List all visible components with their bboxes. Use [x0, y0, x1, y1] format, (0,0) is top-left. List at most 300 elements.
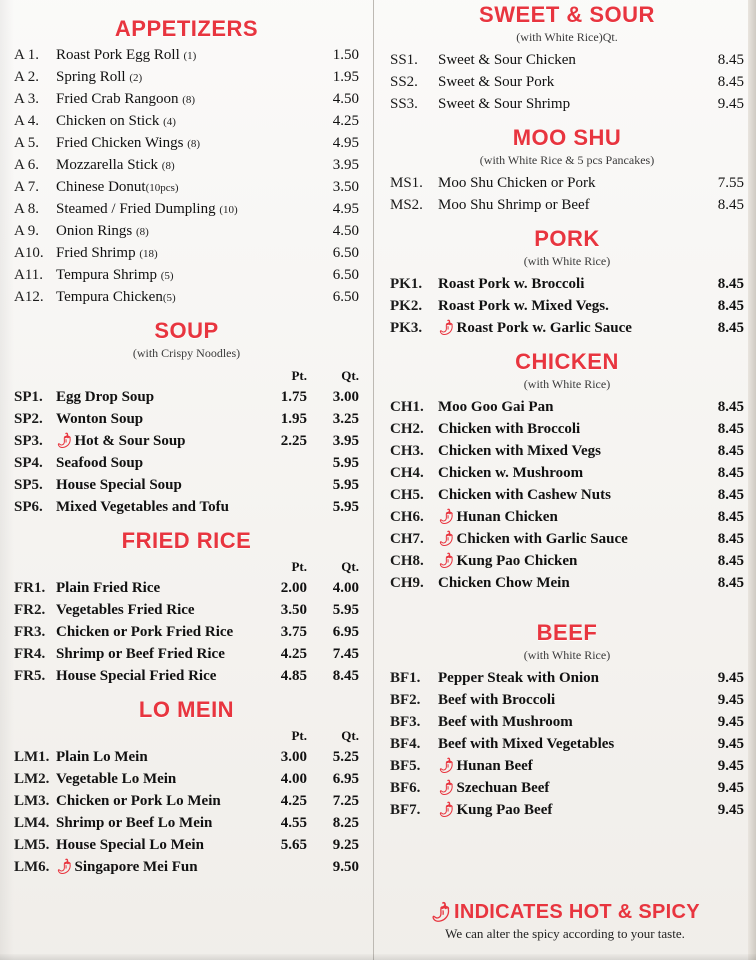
item-name: Chicken with Broccoli — [438, 420, 581, 437]
table-row — [390, 799, 744, 821]
appetizers-table — [14, 44, 359, 308]
item-code: BF7. — [390, 801, 421, 818]
item-price: 9.45 — [717, 757, 744, 774]
item-label: Chinese Donut — [56, 178, 146, 195]
item-name: Beef with Broccoli — [438, 691, 556, 708]
item-price-pt: 2.25 — [280, 432, 307, 449]
item-price-qt: 5.25 — [332, 748, 359, 765]
item-price-qt: 9.25 — [332, 836, 359, 853]
item-price: 8.45 — [717, 442, 744, 459]
item-name: House Special Soup — [56, 476, 182, 493]
item-code: FR3. — [14, 623, 46, 640]
item-price-pt: 4.85 — [280, 667, 307, 684]
item-code: A 3. — [14, 90, 40, 107]
item-price: 8.45 — [717, 420, 744, 437]
item-name: Chicken Chow Mein — [438, 574, 570, 591]
item-code: A 2. — [14, 68, 40, 85]
table-row — [390, 71, 744, 93]
table-row — [390, 273, 744, 295]
item-price: 1.50 — [332, 46, 359, 63]
section-title-chicken: CHICKEN — [515, 349, 619, 374]
item-name: Roast Pork w. Broccoli — [438, 275, 585, 292]
chili-pepper-icon: 🌶 — [435, 799, 457, 819]
item-code: CH1. — [390, 398, 424, 415]
item-price-pt — [255, 452, 307, 474]
item-price-qt: 5.95 — [332, 476, 359, 493]
column-header-qt: Qt. — [341, 558, 359, 574]
item-code: PK3. — [390, 319, 423, 336]
item-price: 6.50 — [332, 244, 359, 261]
item-label: Spring Roll — [56, 68, 126, 85]
item-name — [56, 88, 307, 110]
item-price-qt: 6.95 — [332, 770, 359, 787]
right-column — [374, 0, 756, 821]
item-price: 9.45 — [717, 669, 744, 686]
item-code: BF6. — [390, 779, 421, 796]
table-header-row — [14, 556, 359, 577]
item-qty: (10pcs) — [145, 181, 179, 194]
table-row — [14, 408, 359, 430]
table-row — [14, 430, 359, 452]
table-header-row — [14, 725, 359, 746]
item-name: Egg Drop Soup — [56, 388, 155, 405]
spicy-legend — [374, 901, 756, 942]
item-code: SP6. — [14, 498, 43, 515]
item-qty: (5) — [160, 269, 174, 282]
item-code: LM6. — [14, 858, 50, 875]
soup-table — [14, 365, 359, 518]
item-price: 9.45 — [717, 779, 744, 796]
item-price-pt: 3.50 — [280, 601, 307, 618]
item-price-qt: 5.95 — [332, 454, 359, 471]
spicy-legend-title — [374, 901, 756, 924]
item-name: Sweet & Sour Chicken — [438, 51, 576, 68]
item-name: Beef with Mushroom — [438, 713, 573, 730]
item-name — [56, 286, 307, 308]
item-name: Sweet & Sour Pork — [438, 73, 555, 90]
section-title-lo-mein: LO MEIN — [138, 697, 235, 722]
item-price-pt — [255, 496, 307, 518]
item-label: Tempura Chicken — [56, 288, 163, 305]
table-row — [390, 755, 744, 777]
item-name: Shrimp or Beef Fried Rice — [56, 645, 225, 662]
item-label: Fried Chicken Wings — [56, 134, 184, 151]
item-qty: (8) — [136, 225, 149, 238]
item-price: 8.45 — [717, 552, 744, 569]
item-label: Kung Pao Chicken — [456, 552, 578, 569]
item-price-qt: 3.95 — [332, 432, 359, 449]
item-name: Vegetable Lo Mein — [56, 770, 177, 787]
table-row — [390, 550, 744, 572]
item-label: Steamed / Fried Dumpling — [56, 200, 216, 217]
beef-table — [390, 667, 744, 821]
spicy-legend-note: We can alter the spicy according to your taste. — [445, 926, 685, 941]
item-code: A 4. — [14, 112, 40, 129]
item-name: Shrimp or Beef Lo Mein — [56, 814, 213, 831]
item-code: FR1. — [14, 579, 46, 596]
item-price-qt: 5.95 — [332, 601, 359, 618]
item-qty: (8) — [161, 159, 175, 172]
item-code: BF3. — [390, 713, 421, 730]
item-price: 6.50 — [332, 266, 359, 283]
item-price-qt: 5.95 — [332, 498, 359, 515]
section-title-fried-rice: FRIED RICE — [121, 528, 252, 553]
section-subtitle-soup: (with Crispy Noodles) — [132, 346, 241, 360]
item-name: Chicken w. Mushroom — [438, 464, 584, 481]
item-name — [435, 317, 692, 339]
page-bottom-edge — [0, 954, 756, 960]
item-name — [56, 264, 307, 286]
section-title-moo-shu: MOO SHU — [512, 125, 622, 150]
item-price-pt: 1.95 — [280, 410, 307, 427]
item-code: LM1. — [14, 748, 50, 765]
item-code: SP4. — [14, 454, 43, 471]
item-name: Moo Shu Shrimp or Beef — [438, 196, 590, 213]
section-subtitle-beef: (with White Rice) — [523, 648, 611, 662]
item-price: 4.50 — [332, 90, 359, 107]
table-row — [390, 462, 744, 484]
spacer — [14, 725, 56, 746]
item-code: SS3. — [390, 95, 418, 112]
table-row — [14, 110, 359, 132]
item-code: SP5. — [14, 476, 43, 493]
column-header-pt: Pt. — [291, 367, 307, 383]
spacer — [14, 556, 56, 577]
item-price: 8.45 — [717, 275, 744, 292]
item-price: 4.50 — [332, 222, 359, 239]
chili-pepper-icon: 🌶 — [53, 856, 75, 876]
moo-shu-table — [390, 172, 744, 216]
item-label: Kung Pao Beef — [456, 801, 553, 818]
table-row — [390, 396, 744, 418]
chili-pepper-icon: 🌶 — [53, 430, 75, 450]
table-row — [14, 856, 359, 878]
item-price-pt — [255, 856, 307, 878]
item-price: 8.45 — [717, 530, 744, 547]
table-row — [390, 295, 744, 317]
item-qty: (5) — [162, 291, 176, 304]
column-header-pt: Pt. — [291, 558, 307, 574]
item-label: Szechuan Beef — [456, 779, 550, 796]
item-name: Wonton Soup — [56, 410, 144, 427]
item-price-pt: 4.55 — [280, 814, 307, 831]
item-name — [56, 154, 307, 176]
table-row — [14, 286, 359, 308]
section-subtitle-chicken: (with White Rice) — [523, 377, 611, 391]
item-qty: (10) — [219, 203, 238, 216]
item-label: Fried Crab Rangoon — [56, 90, 179, 107]
item-code: BF1. — [390, 669, 421, 686]
item-name — [56, 176, 307, 198]
table-row — [14, 88, 359, 110]
item-code: BF5. — [390, 757, 421, 774]
item-price-qt: 9.50 — [332, 858, 359, 875]
item-code: CH8. — [390, 552, 424, 569]
item-code: CH5. — [390, 486, 424, 503]
item-qty: (18) — [139, 247, 158, 260]
item-code: FR2. — [14, 601, 46, 618]
section-title-soup: SOUP — [154, 318, 219, 343]
table-row — [14, 812, 359, 834]
item-name: Pepper Steak with Onion — [438, 669, 599, 686]
item-code: BF2. — [390, 691, 421, 708]
item-name: Chicken or Pork Lo Mein — [56, 792, 221, 809]
item-code: PK2. — [390, 297, 423, 314]
item-qty: (8) — [182, 93, 196, 106]
item-price-qt: 4.00 — [332, 579, 359, 596]
item-price: 9.45 — [717, 801, 744, 818]
item-price: 4.95 — [332, 134, 359, 151]
item-qty: (2) — [129, 71, 143, 84]
table-row — [390, 572, 744, 594]
section-title-beef: BEEF — [536, 620, 598, 645]
item-code: FR4. — [14, 645, 46, 662]
table-row — [14, 220, 359, 242]
item-price-qt: 8.45 — [332, 667, 359, 684]
item-price-pt: 4.00 — [280, 770, 307, 787]
item-name: Sweet & Sour Shrimp — [438, 95, 571, 112]
item-code: SP2. — [14, 410, 43, 427]
table-row — [390, 777, 744, 799]
item-code: A 8. — [14, 200, 40, 217]
item-code: SS1. — [390, 51, 418, 68]
item-code: LM5. — [14, 836, 50, 853]
item-qty: (1) — [183, 49, 197, 62]
table-row — [14, 496, 359, 518]
item-code: CH2. — [390, 420, 424, 437]
table-row — [14, 132, 359, 154]
table-header-row — [14, 365, 359, 386]
item-label: Mozzarella Stick — [56, 156, 159, 173]
item-code: A 9. — [14, 222, 40, 239]
table-row — [14, 242, 359, 264]
item-price: 8.45 — [717, 196, 744, 213]
section-title-sweet-sour: SWEET & SOUR — [479, 2, 655, 27]
column-header-qt: Qt. — [341, 727, 359, 743]
item-price: 8.45 — [717, 51, 744, 68]
item-price: 8.45 — [717, 398, 744, 415]
item-code: CH3. — [390, 442, 424, 459]
item-code: FR5. — [14, 667, 46, 684]
item-price: 9.45 — [717, 691, 744, 708]
table-row — [14, 599, 359, 621]
item-name: Chicken or Pork Fried Rice — [56, 623, 234, 640]
table-row — [14, 198, 359, 220]
item-code: A 1. — [14, 46, 40, 63]
item-price: 8.45 — [717, 574, 744, 591]
item-price-qt: 3.00 — [332, 388, 359, 405]
item-label: Hunan Chicken — [456, 508, 558, 525]
item-label: Chicken with Garlic Sauce — [456, 530, 628, 547]
item-label: Fried Shrimp — [56, 244, 136, 261]
item-name: Plain Fried Rice — [56, 579, 161, 596]
table-row — [14, 154, 359, 176]
item-price-pt: 3.75 — [280, 623, 307, 640]
item-name — [56, 66, 307, 88]
chicken-table — [390, 396, 744, 594]
item-code: BF4. — [390, 735, 421, 752]
table-row — [390, 440, 744, 462]
item-name — [56, 44, 307, 66]
table-row — [14, 768, 359, 790]
section-title-pork: PORK — [534, 226, 600, 251]
item-price-qt: 3.25 — [332, 410, 359, 427]
item-code: LM2. — [14, 770, 50, 787]
item-qty: (4) — [163, 115, 176, 128]
lo-mein-table — [14, 725, 359, 878]
item-name: Moo Shu Chicken or Pork — [438, 174, 596, 191]
item-price-qt: 8.25 — [332, 814, 359, 831]
item-price: 7.55 — [717, 174, 744, 191]
item-code: MS1. — [390, 174, 423, 191]
table-row — [14, 386, 359, 408]
item-label: Roast Pork Egg Roll — [56, 46, 180, 63]
item-name: Chicken with Mixed Vegs — [438, 442, 601, 459]
item-name: House Special Lo Mein — [56, 836, 204, 853]
table-row — [390, 733, 744, 755]
section-title-appetizers: APPETIZERS — [114, 16, 259, 41]
item-price: 4.25 — [332, 112, 359, 129]
item-price: 9.45 — [717, 735, 744, 752]
item-code: LM3. — [14, 792, 50, 809]
item-label: Roast Pork w. Garlic Sauce — [456, 319, 632, 336]
item-code: A12. — [14, 288, 44, 305]
item-code: CH6. — [390, 508, 424, 525]
table-row — [14, 452, 359, 474]
item-code: CH7. — [390, 530, 424, 547]
item-name — [435, 755, 692, 777]
item-price: 9.45 — [717, 95, 744, 112]
section-subtitle-sweet-sour: (with White Rice)Qt. — [516, 30, 618, 44]
item-name: Vegetables Fried Rice — [56, 601, 195, 618]
sweet-sour-table — [390, 49, 744, 115]
table-row — [390, 172, 744, 194]
table-row — [390, 194, 744, 216]
item-price-pt — [255, 474, 307, 496]
item-name: Chicken with Cashew Nuts — [438, 486, 611, 503]
table-row — [14, 577, 359, 599]
column-header-qt: Qt. — [341, 367, 359, 383]
item-code: SP3. — [14, 432, 43, 449]
item-code: LM4. — [14, 814, 50, 831]
item-price: 8.45 — [717, 486, 744, 503]
table-row — [14, 834, 359, 856]
chili-pepper-icon: 🌶 — [435, 528, 457, 548]
spacer — [56, 556, 255, 577]
chili-pepper-icon: 🌶 — [435, 506, 457, 526]
item-code: CH9. — [390, 574, 424, 591]
chili-pepper-icon: 🌶 — [435, 550, 457, 570]
chili-pepper-icon: 🌶 — [435, 317, 457, 337]
item-price-pt: 3.00 — [280, 748, 307, 765]
table-row — [390, 49, 744, 71]
item-price: 4.95 — [332, 200, 359, 217]
item-price: 8.45 — [717, 508, 744, 525]
table-row — [14, 665, 359, 687]
spacer — [14, 365, 56, 386]
item-name: House Special Fried Rice — [56, 667, 217, 684]
table-row — [390, 667, 744, 689]
item-price: 3.95 — [332, 156, 359, 173]
item-name: Mixed Vegetables and Tofu — [56, 498, 229, 515]
item-code: A10. — [14, 244, 44, 261]
item-price: 1.95 — [332, 68, 359, 85]
item-label: Tempura Shrimp — [56, 266, 158, 283]
item-label: Hot & Sour Soup — [74, 432, 186, 449]
item-price: 3.50 — [332, 178, 359, 195]
item-name — [56, 220, 307, 242]
item-code: SS2. — [390, 73, 418, 90]
chili-pepper-icon: 🌶 — [427, 900, 455, 925]
table-row — [14, 746, 359, 768]
item-price-pt: 5.65 — [280, 836, 307, 853]
chili-pepper-icon: 🌶 — [435, 777, 457, 797]
item-code: A 5. — [14, 134, 40, 151]
table-row — [390, 484, 744, 506]
table-row — [14, 474, 359, 496]
item-label: Onion Rings — [56, 222, 133, 239]
item-name — [435, 550, 692, 572]
table-row — [14, 66, 359, 88]
item-price: 9.45 — [717, 713, 744, 730]
item-label: Chicken on Stick — [56, 112, 160, 129]
table-row — [390, 711, 744, 733]
item-name: Beef with Mixed Vegetables — [438, 735, 615, 752]
item-price-pt: 4.25 — [280, 792, 307, 809]
item-code: SP1. — [14, 388, 43, 405]
item-price-qt: 7.25 — [332, 792, 359, 809]
column-header-pt: Pt. — [291, 727, 307, 743]
table-row — [14, 176, 359, 198]
item-price-pt: 2.00 — [280, 579, 307, 596]
table-row — [390, 93, 744, 115]
chili-pepper-icon: 🌶 — [435, 755, 457, 775]
item-code: A 7. — [14, 178, 40, 195]
table-row — [14, 643, 359, 665]
item-code: PK1. — [390, 275, 423, 292]
table-row — [390, 317, 744, 339]
item-price: 8.45 — [717, 297, 744, 314]
item-name — [435, 528, 692, 550]
table-row — [14, 621, 359, 643]
item-name — [435, 777, 692, 799]
item-name: Plain Lo Mein — [56, 748, 148, 765]
item-label: Hunan Beef — [456, 757, 533, 774]
table-row — [390, 689, 744, 711]
item-price: 8.45 — [717, 73, 744, 90]
item-price-qt: 7.45 — [332, 645, 359, 662]
item-price-pt: 4.25 — [280, 645, 307, 662]
table-row — [390, 506, 744, 528]
item-price-pt: 1.75 — [280, 388, 307, 405]
table-row — [390, 418, 744, 440]
item-name — [56, 110, 307, 132]
item-qty: (8) — [187, 137, 201, 150]
spacer — [56, 365, 255, 386]
item-name: Moo Goo Gai Pan — [438, 398, 554, 415]
item-name — [435, 799, 692, 821]
section-subtitle-moo-shu: (with White Rice & 5 pcs Pancakes) — [479, 153, 655, 167]
item-price: 6.50 — [332, 288, 359, 305]
item-name — [56, 132, 307, 154]
item-code: MS2. — [390, 196, 423, 213]
table-row — [14, 44, 359, 66]
item-name — [56, 242, 307, 264]
item-price: 8.45 — [717, 319, 744, 336]
item-label: Singapore Mei Fun — [74, 858, 198, 875]
item-price-qt: 6.95 — [332, 623, 359, 640]
spicy-legend-label: INDICATES HOT & SPICY — [453, 901, 700, 923]
